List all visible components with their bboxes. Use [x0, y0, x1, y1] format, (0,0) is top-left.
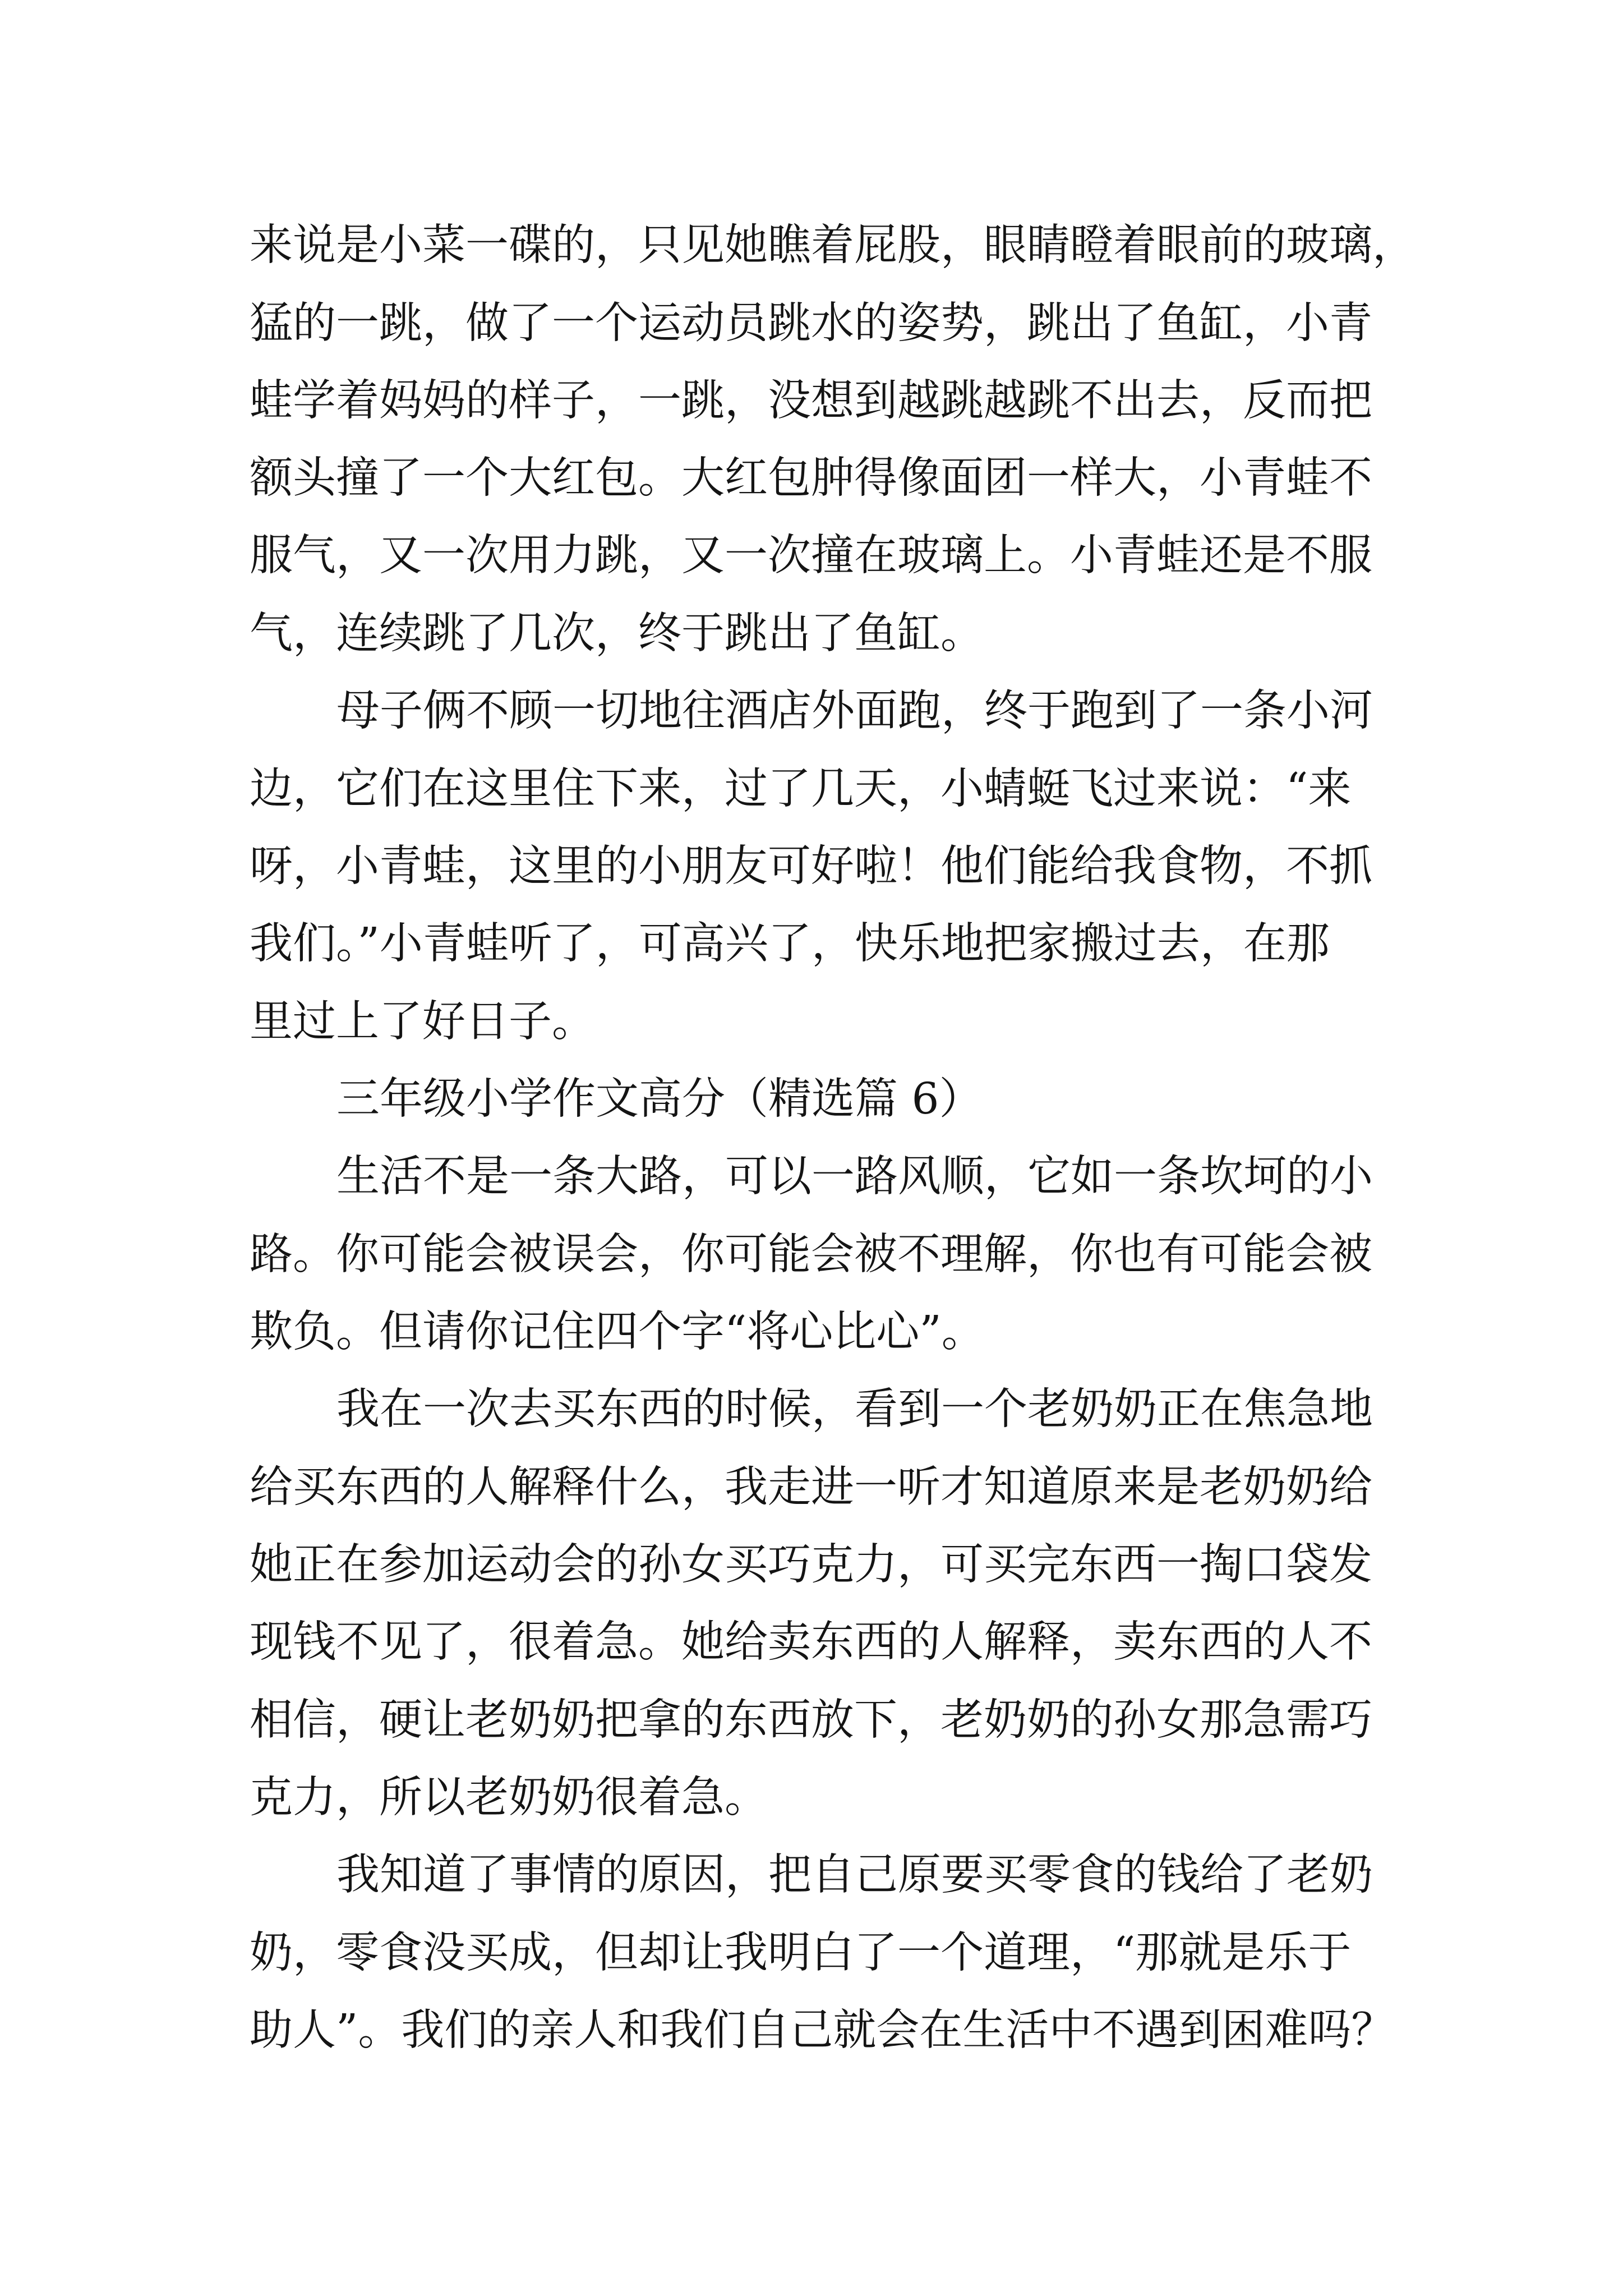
text-line-8: 边，它们在这里住下来，过了几天，小蜻蜓飞过来说：“来	[250, 764, 1352, 814]
text-line-24: 助人”。我们的亲人和我们自己就会在生活中不遇到困难吗？	[250, 2005, 1395, 2055]
text-line-9: 呀，小青蛙，这里的小朋友可好啦！他们能给我食物，不抓	[250, 841, 1372, 891]
text-line-13: 生活不是一条大路，可以一路风顺，它如一条坎坷的小	[336, 1152, 1373, 1202]
text-line-19: 现钱不见了，很着急。她给卖东西的人解释，卖东西的人不	[250, 1617, 1372, 1667]
text-line-14: 路。你可能会被误会，你可能会被不理解，你也有可能会被	[250, 1230, 1372, 1280]
text-line-1: 来说是小菜一碟的，只见她瞧着屁股，眼睛瞪着眼前的玻璃，	[250, 220, 1415, 270]
text-line-18: 她正在参加运动会的孙女买巧克力，可买完东西一掏口袋发	[250, 1540, 1372, 1590]
text-line-22: 我知道了事情的原因，把自己原要买零食的钱给了老奶	[336, 1850, 1373, 1900]
text-line-2: 猛的一跳，做了一个运动员跳水的姿势，跳出了鱼缸，小青	[250, 298, 1372, 348]
text-line-6: 气，连续跳了几次，终于跳出了鱼缸。	[250, 609, 984, 659]
section-heading: 三年级小学作文高分（精选篇 6）	[336, 1074, 983, 1124]
text-line-17: 给买东西的人解释什么，我走进一听才知道原来是老奶奶给	[250, 1462, 1372, 1512]
text-line-16: 我在一次去买东西的时候，看到一个老奶奶正在焦急地	[336, 1384, 1373, 1434]
text-line-15: 欺负。但请你记住四个字“将心比心”。	[250, 1307, 985, 1357]
text-line-10: 我们。”小青蛙听了，可高兴了，快乐地把家搬过去，在那	[250, 919, 1330, 969]
text-line-4: 额头撞了一个大红包。大红包肿得像面团一样大，小青蛙不	[250, 453, 1372, 503]
text-line-3: 蛙学着妈妈的样子，一跳，没想到越跳越跳不出去，反而把	[250, 376, 1372, 426]
text-line-23: 奶，零食没买成，但却让我明白了一个道理，“那就是乐于	[250, 1928, 1352, 1978]
text-line-21: 克力，所以老奶奶很着急。	[250, 1773, 768, 1823]
text-line-5: 服气，又一次用力跳，又一次撞在玻璃上。小青蛙还是不服	[250, 531, 1372, 581]
text-line-7: 母子俩不顾一切地往酒店外面跑，终于跑到了一条小河	[336, 686, 1373, 736]
text-line-20: 相信，硬让老奶奶把拿的东西放下，老奶奶的孙女那急需巧	[250, 1695, 1372, 1745]
text-line-11: 里过上了好日子。	[250, 997, 595, 1047]
